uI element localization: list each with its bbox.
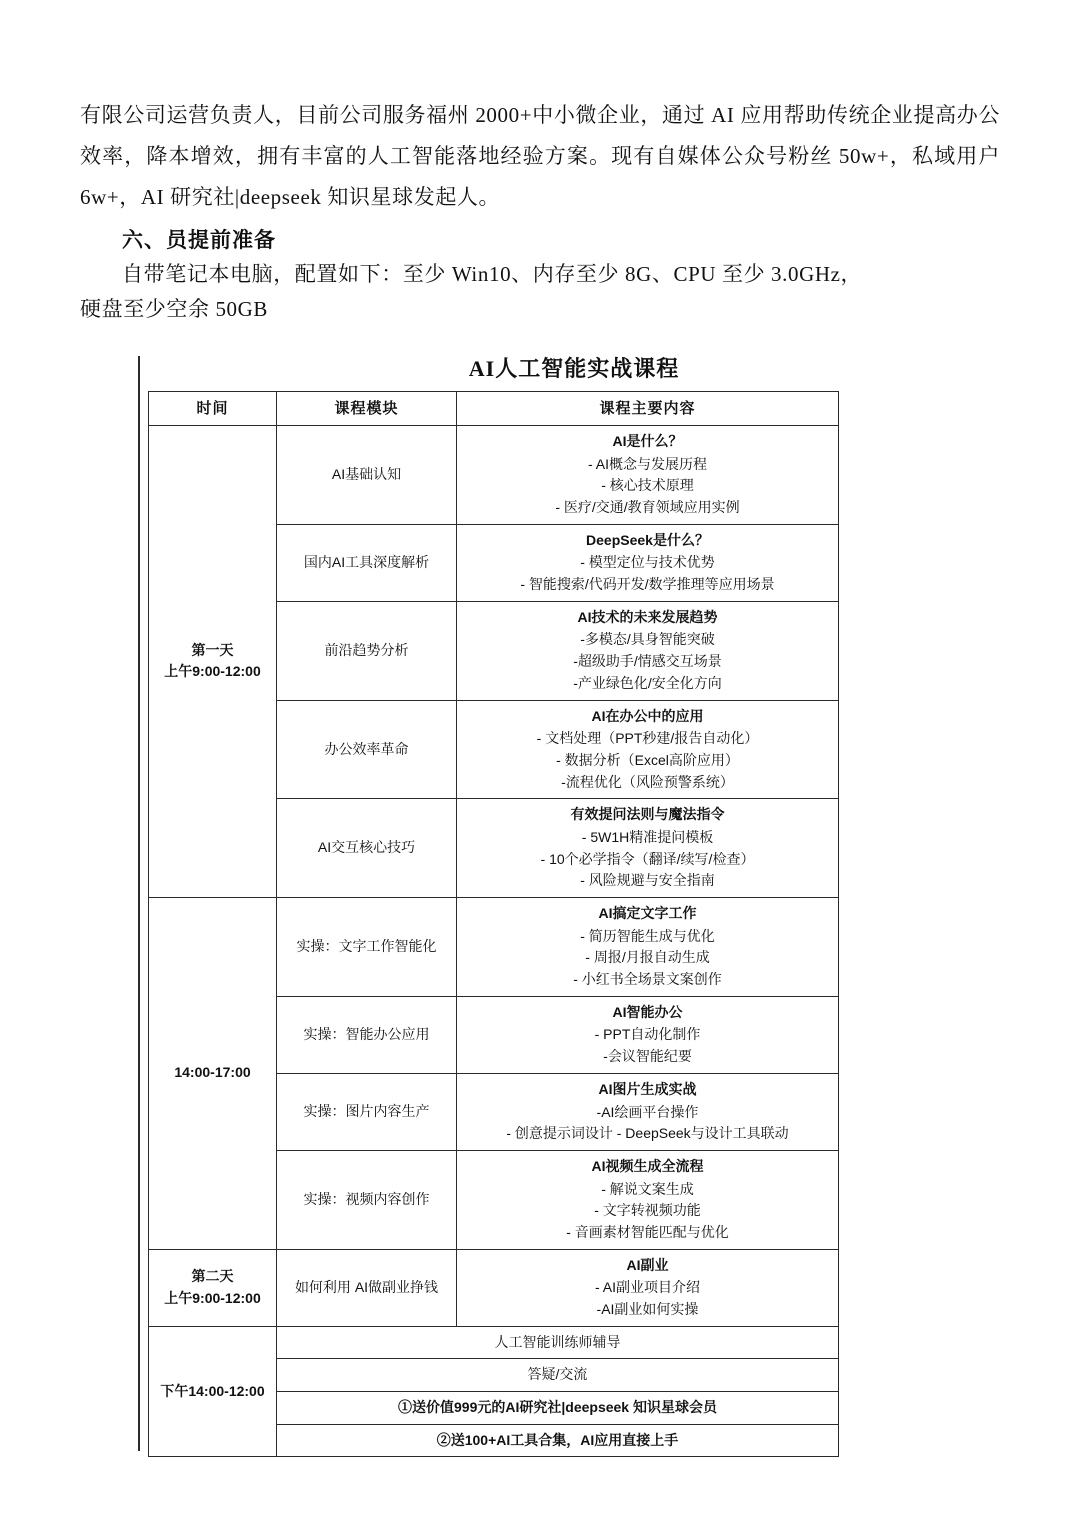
section-heading: 六、员提前准备 [122,227,276,252]
content-line: - 10个必学指令（翻译/续写/检查） [540,850,755,867]
content-heading: AI视频生成全流程 [591,1157,704,1174]
content-heading: AI搞定文字工作 [598,905,697,921]
content-line: - 5W1H精准提问模板 [581,828,714,845]
content-cell [457,996,839,1073]
content-line: -产业绿色化/安全化方向 [573,674,722,691]
content-cell [457,425,839,524]
content-line: - 小红书全场景文案创作 [573,971,722,988]
time-cell-day2-afternoon: 下午14:00-12:00 [149,1326,277,1457]
content-heading: AI技术的未来发展趋势 [577,608,718,625]
time-line: 上午9:00-12:00 [164,663,261,680]
content-heading: AI是什么？ [612,432,683,449]
course-table [148,391,839,1458]
prep-line-2: 硬盘至少空余 50GB [80,296,269,321]
content-line: -超级助手/情感交互场景 [573,653,722,670]
time-line: 第一天 [191,641,234,658]
content-line: - 文档处理（PPT秒建/报告自动化） [536,730,759,747]
content-line: - 周报/月报自动生成 [585,949,710,966]
bonus-row-2: ②送100+AI工具合集，AI应用直接上手 [277,1424,839,1457]
module-cell: 国内AI工具深度解析 [277,524,457,601]
content-cell [457,1150,839,1249]
content-line: -多模态/具身智能突破 [580,631,715,648]
content-cell [457,601,839,700]
content-heading: DeepSeek是什么？ [586,531,709,548]
afternoon-row-tutoring: 人工智能训练师辅导 [277,1326,839,1359]
module-cell: AI基础认知 [277,425,457,524]
content-heading: 有效提问法则与魔法指令 [570,806,725,823]
table-row [149,1249,839,1326]
course-table-wrapper [80,352,1000,1458]
time-line: 上午9:00-12:00 [164,1289,261,1306]
header-time: 时间 [149,391,277,425]
content-line: -AI副业如何实操 [596,1301,699,1317]
module-cell: 实操：文字工作智能化 [277,898,457,997]
content-line: - PPT自动化制作 [594,1026,701,1043]
left-vertical-rule [138,356,140,1452]
module-cell: 实操：视频内容创作 [277,1150,457,1249]
content-line: - 音画素材智能匹配与优化 [566,1223,729,1240]
intro-paragraph: 有限公司运营负责人，目前公司服务福州 2000+中小微企业，通过 AI 应用帮助传统企业提高办公效率，降本增效，拥有丰富的人工智能落地经验方案。现有自媒体公众号粉丝 50w+，私域用户 6w+，AI 研究社|deepseek 知识星球发起人。 [80,103,1000,209]
content-line: - 核心技术原理 [601,477,694,494]
content-cell [457,524,839,601]
content-line: - 文字转视频功能 [594,1202,701,1219]
table-title: AI人工智能实战课程 [468,355,680,381]
content-heading: AI在办公中的应用 [591,707,704,724]
content-heading: AI智能办公 [612,1003,683,1020]
bonus-row-1: ①送价值999元的AI研究社|deepseek 知识星球会员 [277,1392,839,1425]
content-line: - 模型定位与技术优势 [580,554,715,571]
time-cell-day1-morning [149,425,277,897]
table-row [149,898,839,997]
time-cell-day2-morning [149,1249,277,1326]
content-line: - 简历智能生成与优化 [580,927,715,944]
module-cell: 办公效率革命 [277,700,457,799]
content-line: - 解说文案生成 [601,1180,694,1197]
content-line: - 智能搜索/代码开发/数学推理等应用场景 [520,576,775,593]
content-line: -流程优化（风险预警系统） [561,773,734,790]
content-line: - 创意提示词设计 - DeepSeek与设计工具联动 [506,1125,789,1142]
header-module: 课程模块 [277,391,457,425]
module-cell: 实操：图片内容生产 [277,1073,457,1150]
prep-line-1: 自带笔记本电脑，配置如下：至少 Win10、内存至少 8G、CPU 至少 3.0GHz， [122,261,863,286]
content-cell [457,1073,839,1150]
content-heading: AI副业 [626,1256,669,1273]
table-row [149,1326,839,1359]
time-line: 第二天 [191,1267,234,1284]
module-cell: 实操：智能办公应用 [277,996,457,1073]
table-body [149,425,839,1457]
module-cell: 如何利用 AI做副业挣钱 [277,1249,457,1326]
content-line: - AI概念与发展历程 [587,455,707,472]
content-line: -会议智能纪要 [603,1048,692,1065]
content-line: -AI绘画平台操作 [596,1103,699,1120]
content-cell [457,700,839,799]
content-line: - 医疗/交通/教育领域应用实例 [555,499,740,515]
module-cell: 前沿趋势分析 [277,601,457,700]
module-cell: AI交互核心技巧 [277,799,457,898]
content-cell [457,1249,839,1326]
content-cell [457,799,839,898]
content-cell [457,898,839,997]
content-line: - 数据分析（Excel高阶应用） [556,751,739,768]
content-heading: AI图片生成实战 [598,1080,697,1097]
header-content: 课程主要内容 [457,391,839,425]
table-header-row [149,391,839,425]
time-cell-day1-afternoon: 14:00-17:00 [149,898,277,1250]
afternoon-row-qa: 答疑/交流 [277,1359,839,1392]
content-line: - 风险规避与安全指南 [580,872,715,889]
table-row [149,425,839,524]
content-line: - AI副业项目介绍 [594,1279,700,1296]
